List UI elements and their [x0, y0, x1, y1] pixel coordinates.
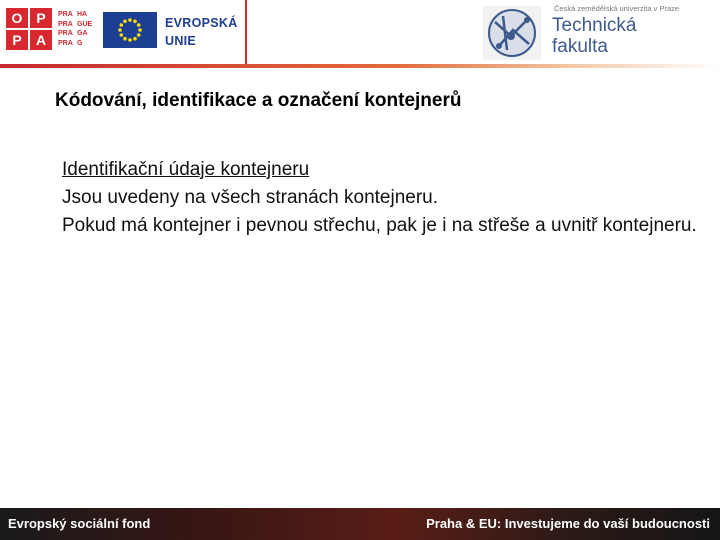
- university-name: Česká zemědělská univerzita v Praze: [554, 4, 680, 13]
- logo-cell-p2: P: [6, 30, 28, 50]
- praha-text: G: [77, 39, 83, 47]
- footer-left-text: Evropský sociální fond: [8, 516, 151, 531]
- logo-cell-o: O: [6, 8, 28, 28]
- slide-body: [62, 156, 702, 240]
- footer-right-text: Praha & EU: Investujeme do vaší budoucnosti: [426, 516, 710, 531]
- praha-text: HA: [77, 11, 88, 18]
- praha-logo-col1: [58, 10, 76, 48]
- header: [0, 0, 720, 66]
- eu-flag-icon: [103, 12, 157, 48]
- footer-bar: [0, 508, 720, 540]
- eu-logo-line1: EVROPSKÁ: [165, 16, 238, 30]
- body-line: Pokud má kontejner i pevnou střechu, pak je i na střeše a uvnitř kontejneru.: [62, 215, 697, 236]
- praha-text: PRA: [58, 20, 73, 28]
- praha-logo-col2: [77, 10, 95, 48]
- praha-text: PRA: [58, 30, 73, 37]
- praha-logo: [58, 10, 96, 50]
- praha-text: GA: [77, 30, 88, 37]
- eu-logo-text: [165, 14, 245, 50]
- eu-logo-line2: UNIE: [165, 34, 197, 48]
- technicka-fakulta-emblem-icon: [483, 6, 541, 60]
- logo-cell-p1: P: [30, 8, 52, 28]
- praha-text: PRA: [58, 39, 73, 47]
- header-accent-line: [0, 64, 720, 68]
- opp-praha-logo: [6, 8, 52, 50]
- slide-title: Kódování, identifikace a označení kontejnerů: [55, 90, 462, 111]
- logo-cell-a: A: [30, 30, 52, 50]
- faculty-name: [552, 15, 682, 57]
- faculty-name-line2: fakulta: [552, 36, 608, 57]
- body-subheading: Identifikační údaje kontejneru: [62, 159, 310, 180]
- faculty-name-line1: Technická: [552, 15, 637, 36]
- body-line: Jsou uvedeny na všech stranách kontejneru.: [62, 187, 439, 208]
- header-divider: [245, 0, 247, 66]
- praha-text: GUE: [77, 20, 93, 28]
- praha-text: PRA: [58, 11, 73, 18]
